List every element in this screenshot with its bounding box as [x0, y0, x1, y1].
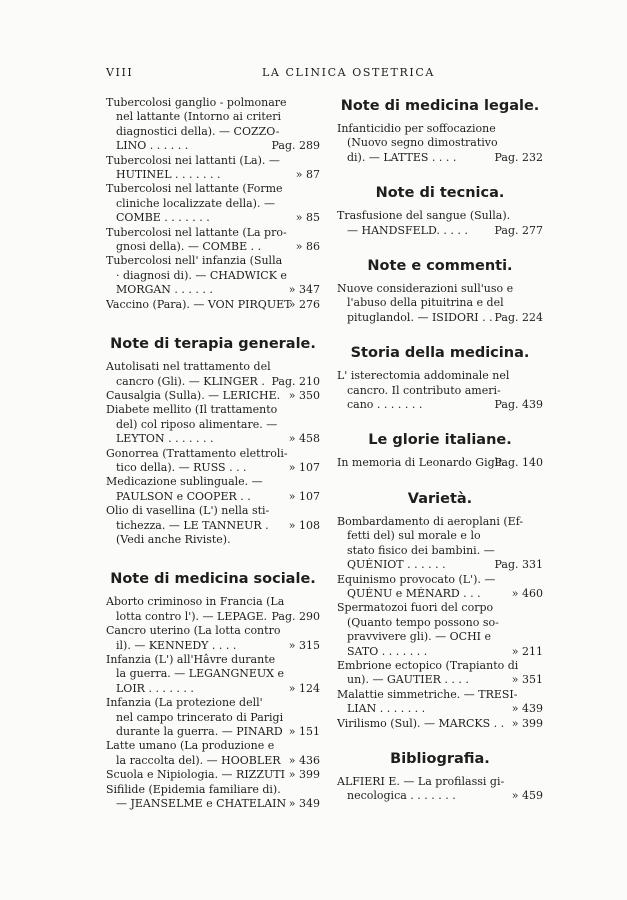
- index-entry: [106, 298, 320, 312]
- entry-text-line: lotta contro l'). — LEPAGE.: [116, 609, 268, 623]
- entry-text-line: Infanticidio per soffocazione: [337, 122, 496, 135]
- entry-text-line: PAULSON e COOPER . .: [116, 489, 251, 503]
- index-entry: [337, 456, 543, 470]
- entry-text-line: Infanzia (L') all'Hâvre durante: [106, 653, 276, 666]
- page-reference: » 124: [288, 681, 320, 695]
- index-column-left: [106, 96, 320, 811]
- entry-text-line: Virilismo (Sul). — MARCKS . .: [337, 716, 505, 730]
- entry-text-line: QUÉNU e MÉNARD . . .: [347, 586, 481, 600]
- entry-text-line: l'abuso della pituitrina e del: [347, 296, 504, 310]
- entry-text-line: Latte umano (La produzione e: [106, 739, 275, 753]
- page-reference: » 315: [288, 638, 320, 652]
- entry-text-line: LEYTON . . . . . . .: [116, 432, 214, 446]
- entry-text-line: SATO . . . . . . .: [347, 644, 428, 658]
- index-entry: [337, 209, 543, 238]
- entry-text-line: tichezza. — LE TANNEUR .: [116, 518, 269, 532]
- index-entry: [106, 783, 320, 812]
- entry-text-line: del) col riposo alimentare. —: [116, 417, 278, 431]
- entry-text-line: la raccolta del). — HOOBLER: [116, 753, 281, 767]
- entry-text-line: Equinismo provocato (L'). —: [337, 572, 496, 586]
- entry-text-line: Aborto criminoso in Francia (La: [106, 595, 285, 609]
- entry-text-line: Medicazione sublinguale. —: [106, 475, 263, 489]
- page-reference: » 151: [288, 725, 320, 739]
- entry-text-line: In memoria di Leonardo Gigli.: [337, 456, 506, 470]
- entry-text-line: Scuola e Nipiologia. — RIZZUTI: [106, 768, 285, 782]
- index-entry: [337, 717, 543, 731]
- index-entry: [106, 226, 320, 255]
- entry-text-line: Spermatozoi fuori del corpo: [337, 601, 494, 615]
- entry-text-line: LOIR . . . . . . .: [116, 681, 194, 695]
- entry-text-line: tico della). — RUSS . . .: [116, 460, 247, 474]
- entry-text-line: Embrione ectopico (Trapianto di: [337, 658, 519, 672]
- index-entry: [106, 653, 320, 696]
- entry-text-line: LIAN . . . . . . .: [347, 702, 426, 716]
- entry-text-line: pravvivere gli). — OCHI e: [347, 630, 492, 644]
- index-column-right: [337, 96, 543, 804]
- page-reference: Pag. 140: [494, 456, 543, 470]
- page-reference: » 351: [511, 673, 543, 687]
- entry-text-line: gnosi della). — COMBE . .: [116, 240, 262, 254]
- page-reference: Pag. 277: [494, 223, 543, 237]
- entry-text-line: Malattie simmetriche. — TRESI-: [337, 687, 518, 701]
- entry-text-line: (Quanto tempo possono so-: [347, 615, 499, 629]
- entry-text-line: Tubercolosi ganglio - polmonare: [106, 96, 287, 109]
- index-entry: [337, 122, 543, 165]
- index-entry: [106, 768, 320, 782]
- entry-text-line: COMBE . . . . . . .: [116, 211, 210, 225]
- see-also-note: (Vedi anche Riviste).: [116, 532, 231, 546]
- index-entry: [337, 601, 543, 659]
- entry-text-line: Bombardamento di aeroplani (Ef-: [337, 514, 524, 528]
- page-reference: » 211: [511, 644, 543, 658]
- index-entry: [106, 739, 320, 768]
- index-entry: [337, 573, 543, 602]
- entry-text-line: L' isterectomia addominale nel: [337, 369, 510, 383]
- page-reference: Pag. 232: [494, 150, 543, 164]
- entry-text-line: Sifilide (Epidemia familiare di).: [106, 782, 281, 796]
- entry-text-line: LINO . . . . . .: [116, 139, 189, 153]
- page-reference: » 276: [288, 297, 320, 311]
- entry-text-line: cancro (Gli). — KLINGER .: [116, 374, 265, 388]
- section-heading: Note e commenti.: [367, 258, 513, 275]
- entry-text-line: Gonorrea (Trattamento elettroli-: [106, 446, 288, 460]
- entry-text-line: cancro. Il contributo ameri-: [347, 383, 501, 397]
- index-entry: [337, 369, 543, 412]
- entry-text-line: Vaccino (Para). — VON PIRQUET: [106, 297, 292, 311]
- running-head: LA CLINICA OSTETRICA: [262, 66, 435, 79]
- entry-text-line: nel lattante (Intorno ai criteri: [116, 110, 282, 124]
- entry-text-line: · diagnosi di). — CHADWICK e: [116, 268, 287, 282]
- index-entry: [337, 775, 543, 804]
- index-entry: [106, 360, 320, 389]
- index-entry: [106, 389, 320, 403]
- entry-text-line: cliniche localizzate della). —: [116, 196, 275, 210]
- entry-text-line: Tubercolosi nel lattante (Forme: [106, 182, 283, 196]
- entry-text-line: pituglandol. — ISIDORI . .: [347, 310, 493, 324]
- index-entry: [337, 659, 543, 688]
- entry-text-line: — HANDSFELD. . . . .: [347, 223, 468, 237]
- entry-text-line: Tubercolosi nell' infanzia (Sulla: [106, 254, 283, 268]
- page-number: VIII: [106, 66, 134, 79]
- entry-text-line: Nuove considerazioni sull'uso e: [337, 282, 514, 296]
- entry-text-line: QUÉNIOT . . . . . .: [347, 558, 446, 572]
- entry-text-line: Causalgia (Sulla). — LERICHE.: [106, 388, 281, 402]
- page-reference: » 399: [288, 768, 320, 782]
- entry-text-line: Infanzia (La protezione dell': [106, 696, 263, 710]
- page-reference: Pag. 289: [271, 139, 320, 153]
- entry-text-line: Trasfusione del sangue (Sulla).: [337, 209, 511, 223]
- page-reference: Pag. 224: [494, 310, 543, 324]
- page-reference: » 108: [288, 518, 320, 532]
- index-entry: [106, 696, 320, 739]
- entry-text-line: la guerra. — LEGANGNEUX e: [116, 667, 285, 681]
- entry-text-line: Cancro uterino (La lotta contro: [106, 624, 281, 638]
- section-heading: Note di medicina sociale.: [110, 571, 316, 588]
- entry-text-line: HUTINEL . . . . . . .: [116, 168, 221, 182]
- index-entry: [337, 282, 543, 325]
- index-entry: [106, 96, 320, 154]
- index-entry: [106, 182, 320, 225]
- entry-text-line: Autolisati nel trattamento del: [106, 360, 271, 374]
- index-entry: [106, 475, 320, 504]
- entry-text-line: MORGAN . . . . . .: [116, 283, 213, 297]
- page-reference: » 439: [511, 702, 543, 716]
- section-heading: Varietà.: [407, 490, 473, 507]
- index-entry: [106, 403, 320, 446]
- entry-text-line: necologica . . . . . . .: [347, 789, 456, 803]
- entry-text-line: diagnostici della). — COZZO-: [116, 124, 280, 138]
- index-entry: [106, 154, 320, 183]
- section-heading: Note di medicina legale.: [340, 98, 540, 114]
- index-entry: [106, 624, 320, 653]
- page-reference: Pag. 290: [271, 609, 320, 623]
- index-entry: [337, 688, 543, 717]
- entry-text-line: Olio di vasellina (L') nella sti-: [106, 504, 270, 518]
- entry-text-line: Tubercolosi nei lattanti (La). —: [106, 153, 280, 167]
- page-reference: » 349: [288, 797, 320, 811]
- entry-text-line: stato fisico dei bambini. —: [347, 543, 495, 557]
- entry-text-line: fetti del) sul morale e lo: [347, 529, 481, 543]
- page-reference: » 107: [288, 460, 320, 474]
- section-heading: Storia della medicina.: [350, 345, 530, 362]
- page-reference: » 347: [288, 283, 320, 297]
- page-reference: » 86: [295, 240, 320, 254]
- page-reference: » 350: [288, 388, 320, 402]
- entry-text-line: Diabete mellito (Il trattamento: [106, 403, 278, 417]
- index-entry: [106, 504, 320, 533]
- entry-text-line: il). — KENNEDY . . . .: [116, 638, 237, 652]
- index-entry: [337, 515, 543, 573]
- page-reference: » 107: [288, 489, 320, 503]
- page-reference: Pag. 331: [494, 558, 543, 572]
- page-reference: » 87: [295, 168, 320, 182]
- page-reference: » 459: [511, 789, 543, 803]
- section-heading: Note di terapia generale.: [110, 336, 316, 353]
- page-reference: » 436: [288, 753, 320, 767]
- entry-text-line: — JEANSELME e CHATELAIN: [116, 797, 287, 811]
- entry-text-line: di). — LATTES . . . .: [347, 150, 457, 164]
- entry-text-line: (Nuovo segno dimostrativo: [347, 136, 498, 150]
- entry-text-line: cano . . . . . . .: [347, 398, 423, 412]
- page-reference: » 85: [295, 211, 320, 225]
- entry-text-line: un). — GAUTIER . . . .: [347, 673, 469, 687]
- entry-text-line: nel campo trincerato di Parigi: [116, 710, 284, 724]
- entry-text-line: Tubercolosi nel lattante (La pro-: [106, 225, 287, 239]
- index-entry: [106, 254, 320, 297]
- page-reference: Pag. 210: [271, 374, 320, 388]
- index-entry: [106, 595, 320, 624]
- page-reference: Pag. 439: [494, 398, 543, 412]
- entry-text-line: ALFIERI E. — La profilassi gi-: [337, 774, 505, 788]
- index-entry: [106, 447, 320, 476]
- page-reference: » 460: [511, 586, 543, 600]
- page-reference: » 458: [288, 432, 320, 446]
- section-heading: Le glorie italiane.: [368, 432, 512, 449]
- entry-text-line: durante la guerra. — PINARD: [116, 725, 283, 739]
- section-heading: Bibliografia.: [390, 750, 490, 767]
- page-reference: » 399: [511, 716, 543, 730]
- section-heading: Note di tecnica.: [375, 185, 505, 202]
